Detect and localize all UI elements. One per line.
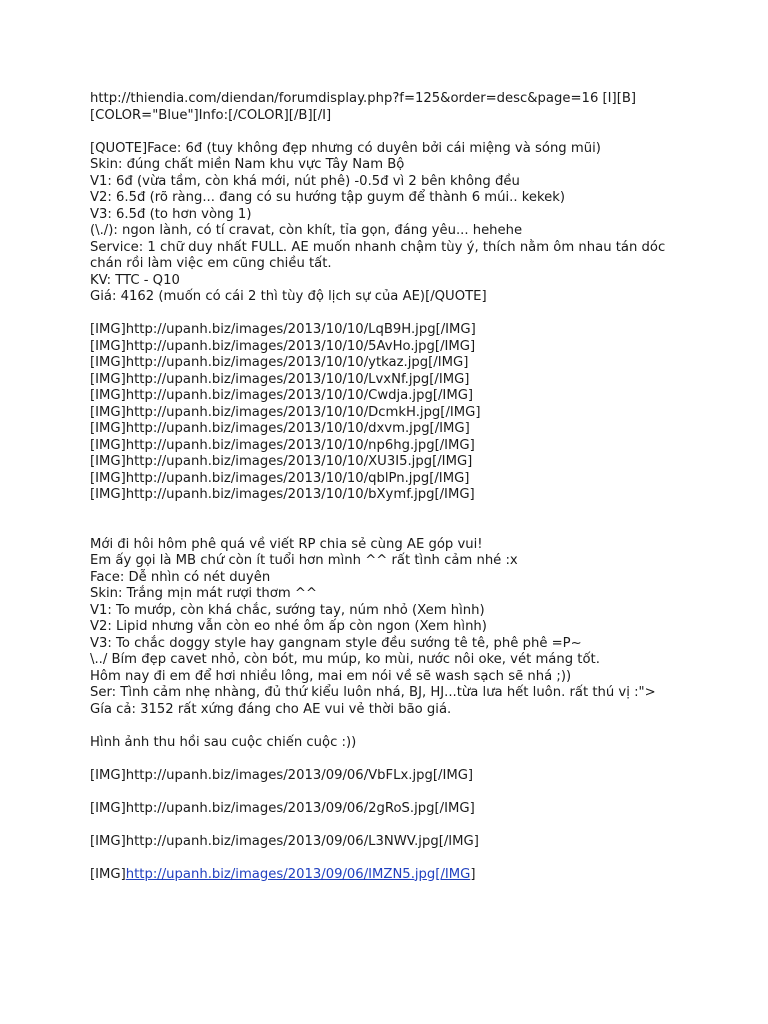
quote-line-v1: V1: 6đ (vừa tầm, còn khá mới, nút phê) -0.5đ vì 2 bên không đều (90, 173, 520, 189)
quote-line-v3: V3: 6.5đ (to hơn vòng 1) (90, 206, 252, 222)
image-tag-line: [IMG]http://upanh.biz/images/2013/10/10/dxvm.jpg[/IMG] (90, 421, 470, 436)
image-tag-suffix: ] (470, 866, 476, 882)
image-tag-line: [IMG]http://upanh.biz/images/2013/10/10/np6hg.jpg[/IMG] (90, 437, 475, 453)
report-line: Face: Dễ nhìn có nét duyên (90, 569, 271, 585)
report-line-service: Ser: Tình cảm nhẹ nhàng, đủ thứ kiểu luôn nhá, BJ, HJ...từa lưa hết luôn. rất thú vị :"> (90, 685, 656, 700)
spacer (90, 124, 690, 141)
image-tag-line: [IMG]http://upanh.biz/images/2013/10/10/Cwdja.jpg[/IMG] (90, 388, 474, 403)
image-tag-line: [IMG]http://upanh.biz/images/2013/09/06/VbFLx.jpg[/IMG] (90, 767, 474, 783)
image-tag-line: [IMG]http://upanh.biz/images/2013/10/10/5AvHo.jpg[/IMG] (90, 338, 476, 354)
image-tag-line: [IMG]http://upanh.biz/images/2013/10/10/bXymf.jpg[/IMG] (90, 487, 475, 502)
quote-line-service: Service: 1 chữ duy nhất FULL. AE muốn nhanh chậm tùy ý, thích nằm ôm nhau tán dóc chán rồi làm việc em cũng chiều tất. (90, 239, 666, 271)
image-hyperlink[interactable]: http://upanh.biz/images/2013/09/06/IMZN5.jpg[/IMG (125, 866, 471, 882)
spacer (90, 784, 690, 801)
info-color-line: [COLOR="Blue"]Info:[/COLOR][/B][/I] (90, 107, 332, 123)
quote-line-detail: (\./): ngon lành, có tí cravat, còn khít, tỉa gọn, đáng yêu... hehehe (90, 223, 523, 238)
report-after-line: Hình ảnh thu hồi sau cuộc chiến cuộc :)) (90, 734, 357, 750)
report-line: Mới đi hôi hôm phê quá về viết RP chia sẻ cùng AE góp vui! (90, 536, 483, 552)
report-line: Em ấy gọi là MB chứ còn ít tuổi hơn mình ^^ rất tình cảm nhé :x (90, 553, 518, 568)
report-line: V2: Lipid nhưng vẫn còn eo nhé ôm ấp còn ngon (Xem hình) (90, 619, 487, 634)
spacer (90, 718, 690, 735)
image-tag-list-1 (90, 322, 690, 504)
report-line-price: Gía cả: 3152 rất xứng đáng cho AE vui vẻ thời bão giá. (90, 701, 452, 717)
spacer (90, 817, 690, 834)
image-tag-line: [IMG]http://upanh.biz/images/2013/10/10/qblPn.jpg[/IMG] (90, 470, 470, 486)
spacer (90, 850, 690, 867)
quote-line-area: KV: TTC - Q10 (90, 272, 180, 288)
quote-line-face: [QUOTE]Face: 6đ (tuy không đẹp nhưng có duyên bởi cái miệng và sóng mũi) (90, 140, 601, 156)
image-tag-line-linked (90, 867, 690, 884)
quote-line-price: Giá: 4162 (muốn có cái 2 thì tùy độ lịch sự của AE)[/QUOTE] (90, 289, 487, 304)
image-tag-line: [IMG]http://upanh.biz/images/2013/10/10/DcmkH.jpg[/IMG] (90, 404, 481, 420)
report-line: V3: To chắc doggy style hay gangnam style đều sướng tê tê, phê phê =P~ (90, 635, 582, 651)
forum-url-line: http://thiendia.com/diendan/forumdisplay.php?f=125&order=desc&page=16 [I][B] (90, 91, 637, 106)
image-tag-line: [IMG]http://upanh.biz/images/2013/10/10/ytkaz.jpg[/IMG] (90, 355, 469, 370)
spacer (90, 306, 690, 323)
image-tag-list-2 (90, 768, 690, 884)
spacer (90, 751, 690, 768)
image-tag-line: [IMG]http://upanh.biz/images/2013/10/10/LvxNf.jpg[/IMG] (90, 371, 470, 387)
image-tag-prefix: [IMG] (90, 866, 126, 882)
image-tag-line: [IMG]http://upanh.biz/images/2013/10/10/LqB9H.jpg[/IMG] (90, 322, 476, 337)
image-tag-line: [IMG]http://upanh.biz/images/2013/09/06/2gRoS.jpg[/IMG] (90, 800, 475, 816)
report-line: V1: To mướp, còn khá chắc, sướng tay, núm nhỏ (Xem hình) (90, 602, 485, 618)
report-line: \../ Bím đẹp cavet nhỏ, còn bót, mu múp, ko mùi, nước nôi oke, vét máng tốt. (90, 652, 600, 667)
spacer (90, 504, 690, 537)
image-tag-line: [IMG]http://upanh.biz/images/2013/09/06/L3NWV.jpg[/IMG] (90, 833, 479, 849)
quote-block (90, 141, 690, 306)
report-line: Skin: Trắng mịn mát rượi thơm ^^ (90, 586, 317, 601)
document-body (90, 91, 690, 883)
image-tag-line: [IMG]http://upanh.biz/images/2013/10/10/XU3I5.jpg[/IMG] (90, 454, 473, 469)
report-block (90, 537, 690, 719)
report-line: Hôm nay đi em để hơi nhiều lông, mai em nói về sẽ wash sạch sẽ nhá ;)) (90, 668, 572, 684)
quote-line-v2: V2: 6.5đ (rõ ràng... đang có su hướng tập guym để thành 6 múi.. kekek) (90, 190, 566, 205)
quote-line-skin: Skin: đúng chất miền Nam khu vực Tây Nam Bộ (90, 157, 405, 172)
